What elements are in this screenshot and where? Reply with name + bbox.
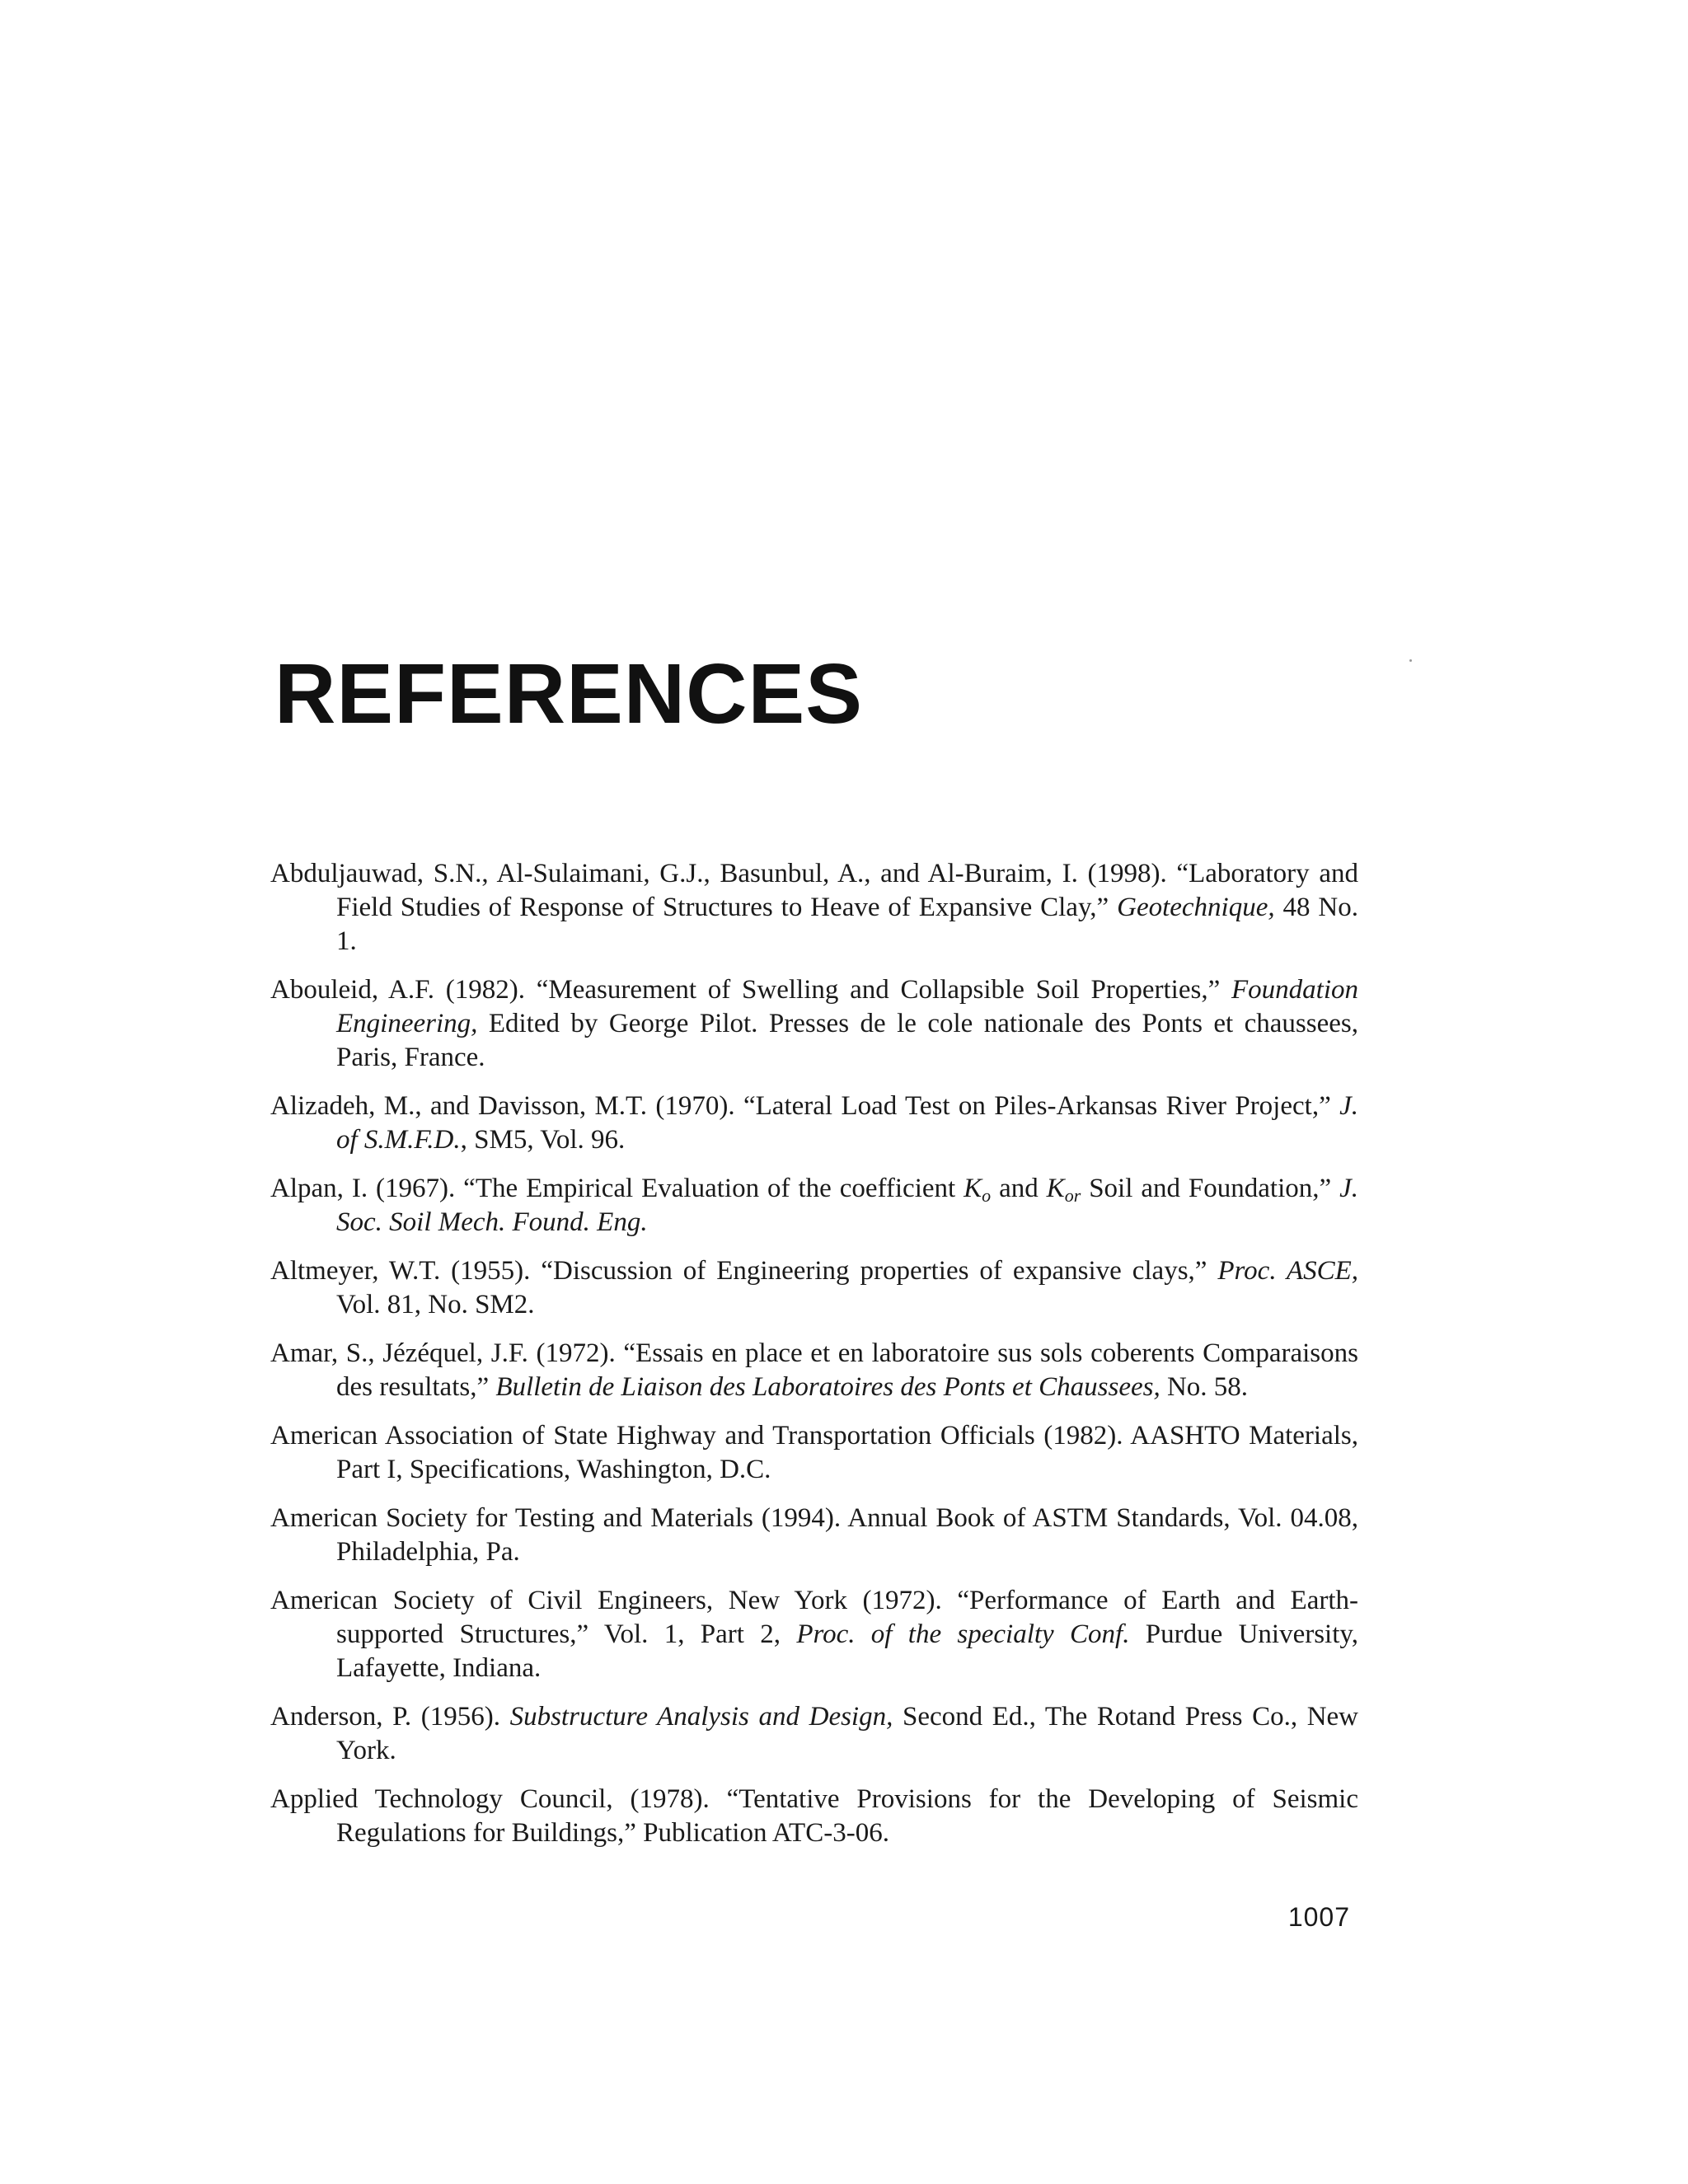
- reference-item: [270, 973, 1358, 1075]
- ref-source: Proc. ASCE,: [1217, 1256, 1358, 1286]
- ref-details: Edited by George Pilot. Presses de le cole nationale des Ponts et chaussees, Paris, France.: [336, 1009, 1358, 1072]
- ref-details: Soil and Foundation,”: [1081, 1174, 1340, 1203]
- ref-source: Proc. of the specialty Conf.: [796, 1619, 1130, 1649]
- reference-item: [270, 1502, 1358, 1569]
- ref-source: Substructure Analysis and Design,: [509, 1702, 893, 1732]
- reference-item: [270, 1419, 1358, 1487]
- ref-text: Alizadeh, M., and Davisson, M.T. (1970). “Lateral Load Test on Piles-Arkansas River Project,”: [270, 1091, 1340, 1121]
- ref-text: Alpan, I. (1967). “The Empirical Evaluation of the coefficient: [270, 1174, 964, 1203]
- ref-details: Vol. 81, No. SM2.: [336, 1290, 535, 1319]
- reference-item: [270, 1584, 1358, 1685]
- reference-list: [270, 857, 1358, 1865]
- ref-text: American Society of Civil Engineers, New York (1972). “Performance of Earth and Earth-supported Structures,” Vol. 1, Part 2,: [270, 1586, 1358, 1649]
- ref-source: Geotechnique,: [1117, 893, 1275, 922]
- reference-item: [270, 1700, 1358, 1768]
- reference-item: [270, 857, 1358, 958]
- ref-text: Amar, S., Jézéquel, J.F. (1972). “Essais en place et en laboratoire sus sols coberents Comparaisons des resultats,”: [270, 1338, 1358, 1402]
- reference-item: [270, 1254, 1358, 1322]
- reference-item: [270, 1337, 1358, 1404]
- ref-text: Anderson, P. (1956).: [270, 1702, 510, 1732]
- scan-speck: [1409, 659, 1412, 662]
- ref-details: Purdue University, Lafayette, Indiana.: [336, 1619, 1358, 1683]
- page-number: 1007: [1287, 1902, 1350, 1932]
- ref-source: Bulletin de Liaison des Laboratoires des Ponts et Chaussees,: [495, 1372, 1160, 1402]
- ref-details: Second Ed., The Rotand Press Co., New York.: [336, 1702, 1359, 1765]
- reference-item: [270, 1783, 1358, 1850]
- ref-details: No. 58.: [1160, 1372, 1249, 1402]
- ref-symbol-k: K: [964, 1174, 982, 1203]
- ref-text: and: [991, 1174, 1047, 1203]
- ref-source: Foundation Engineering,: [336, 975, 1358, 1038]
- ref-text: American Society for Testing and Materials (1994). Annual Book of ASTM Standards, Vol. 04.08, Philadelphia, Pa.: [270, 1503, 1358, 1567]
- page-title: REFERENCES: [274, 646, 863, 741]
- ref-subscript: or: [1064, 1185, 1081, 1206]
- ref-subscript: o: [982, 1185, 992, 1206]
- ref-text: Abouleid, A.F. (1982). “Measurement of Swelling and Collapsible Soil Properties,”: [270, 975, 1231, 1005]
- ref-text: Abduljauwad, S.N., Al-Sulaimani, G.J., Basunbul, A., and Al-Buraim, I. (1998). “Laboratory and Field Studies of Response of Structures to Heave of Expansive Clay,”: [270, 859, 1358, 922]
- ref-text: Altmeyer, W.T. (1955). “Discussion of Engineering properties of expansive clays,”: [270, 1256, 1218, 1286]
- reference-item: [270, 1090, 1358, 1157]
- ref-source: J. of S.M.F.D.: [336, 1091, 1358, 1155]
- ref-source: J. Soc. Soil Mech. Found. Eng.: [336, 1174, 1358, 1237]
- ref-details: 48 No. 1.: [336, 893, 1358, 956]
- ref-text: Applied Technology Council, (1978). “Tentative Provisions for the Developing of Seismic Regulations for Buildings,” Publication ATC-3-06.: [270, 1784, 1358, 1848]
- ref-text: American Association of State Highway and Transportation Officials (1982). AASHTO Materials, Part I, Specifications, Washington, D.C.: [270, 1421, 1358, 1484]
- reference-item: [270, 1172, 1358, 1240]
- ref-symbol-k: K: [1046, 1174, 1065, 1203]
- ref-details: , SM5, Vol. 96.: [460, 1125, 626, 1155]
